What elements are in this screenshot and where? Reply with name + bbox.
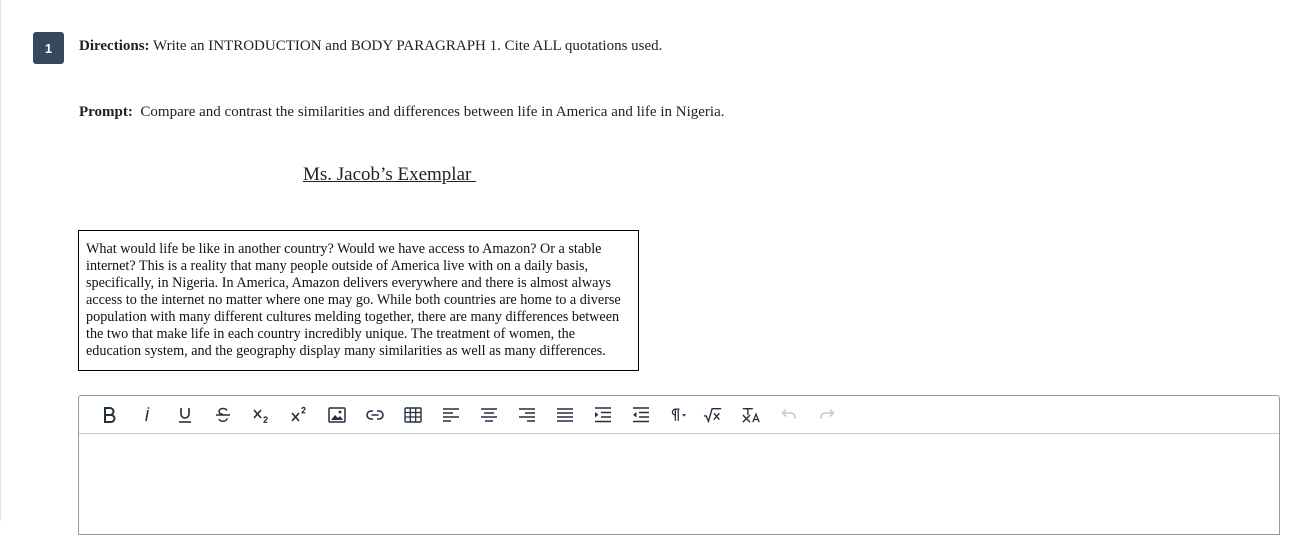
clear-format-icon xyxy=(741,405,761,425)
prompt-label: Prompt: xyxy=(79,104,133,120)
undo-icon xyxy=(779,405,799,425)
bold-button[interactable] xyxy=(90,396,128,434)
align-center-button[interactable] xyxy=(470,396,508,434)
paragraph-icon xyxy=(667,405,687,425)
undo-button[interactable] xyxy=(770,396,808,434)
directions xyxy=(79,38,662,55)
align-right-button[interactable] xyxy=(508,396,546,434)
indent-button[interactable] xyxy=(584,396,622,434)
subscript-icon xyxy=(251,405,271,425)
strikethrough-icon xyxy=(213,405,233,425)
directions-label: Directions: xyxy=(79,38,150,54)
insert-math-button[interactable] xyxy=(694,396,732,434)
bold-icon xyxy=(99,405,119,425)
math-icon xyxy=(703,405,723,425)
editor-content-area[interactable] xyxy=(79,434,1279,534)
underline-icon xyxy=(175,405,195,425)
exemplar-paragraph: What would life be like in another country? Would we have access to Amazon? Or a stable internet? This is a reality that many people outside of America live with on a daily basis, specifically, in Nigeria. In America, Amazon delivers everywhere and there is almost always access to the internet no matter where one may go. While both countries are home to a diverse population with many different cultures melding together, there are many differences between the two that make life in each country incredibly unique. The treatment of women, the education system, and the geography display many similarities as well as many differences. xyxy=(78,230,639,371)
rich-text-editor xyxy=(78,395,1280,535)
redo-button[interactable] xyxy=(808,396,846,434)
left-border xyxy=(0,0,1,521)
align-justify-icon xyxy=(555,405,575,425)
prompt-text: Compare and contrast the similarities and differences between life in America and life in Nigeria. xyxy=(132,104,725,120)
indent-icon xyxy=(593,405,613,425)
align-left-icon xyxy=(441,405,461,425)
insert-link-button[interactable] xyxy=(356,396,394,434)
prompt xyxy=(79,104,724,121)
outdent-icon xyxy=(631,405,651,425)
align-justify-button[interactable] xyxy=(546,396,584,434)
editor-toolbar xyxy=(79,396,1279,434)
align-center-icon xyxy=(479,405,499,425)
superscript-button[interactable] xyxy=(280,396,318,434)
table-icon xyxy=(403,405,423,425)
insert-image-button[interactable] xyxy=(318,396,356,434)
strikethrough-button[interactable] xyxy=(204,396,242,434)
redo-icon xyxy=(817,405,837,425)
directions-text: Write an INTRODUCTION and BODY PARAGRAPH 1. Cite ALL quotations used. xyxy=(149,38,663,54)
image-icon xyxy=(327,405,347,425)
exemplar-title: Ms. Jacob’s Exemplar xyxy=(303,164,477,185)
align-left-button[interactable] xyxy=(432,396,470,434)
italic-icon xyxy=(137,405,157,425)
outdent-button[interactable] xyxy=(622,396,660,434)
underline-button[interactable] xyxy=(166,396,204,434)
superscript-icon xyxy=(289,405,309,425)
insert-table-button[interactable] xyxy=(394,396,432,434)
link-icon xyxy=(365,405,385,425)
subscript-button[interactable] xyxy=(242,396,280,434)
clear-formatting-button[interactable] xyxy=(732,396,770,434)
question-number-badge: 1 xyxy=(33,32,64,64)
paragraph-format-dropdown[interactable] xyxy=(660,396,694,434)
italic-button[interactable] xyxy=(128,396,166,434)
align-right-icon xyxy=(517,405,537,425)
